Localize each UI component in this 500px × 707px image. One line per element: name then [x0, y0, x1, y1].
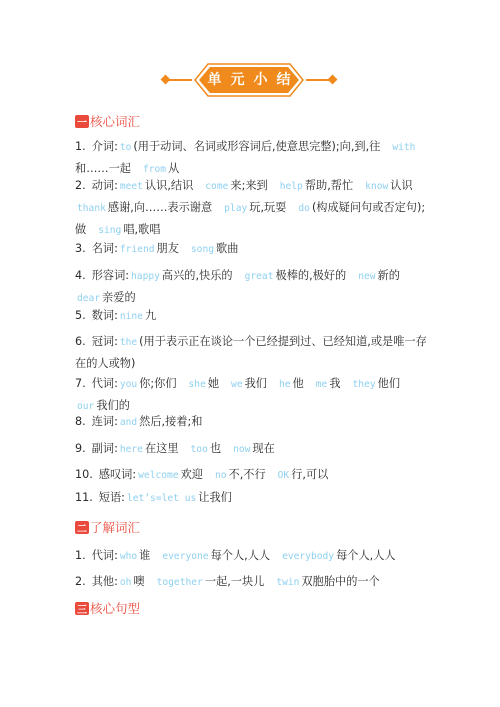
english-word: with [392, 142, 416, 153]
title-left-dot-icon [161, 75, 171, 85]
english-word: no [214, 470, 227, 481]
section-number: 二 [75, 521, 89, 534]
english-word: he [279, 379, 291, 390]
chinese-meaning: 九 [144, 309, 157, 322]
chinese-meaning: 每个人,人人 [336, 549, 396, 562]
item-number: 1. [75, 140, 86, 153]
item-label: 代词: [91, 377, 118, 390]
english-word: meet [119, 181, 143, 192]
chinese-meaning: 你;你们 [139, 377, 177, 390]
item-label: 名词: [91, 242, 118, 255]
item-label: 介词: [91, 140, 118, 153]
chinese-meaning: 认识 [390, 179, 413, 192]
english-word: she [188, 379, 206, 390]
item-number: 5. [75, 309, 86, 322]
english-word: now [233, 444, 251, 455]
item-label: 感叹词: [98, 468, 137, 481]
chinese-meaning: 和……一起 [75, 162, 131, 175]
chinese-meaning: 唱,歌唱 [123, 223, 161, 236]
english-word: happy [131, 271, 160, 282]
item-number: 4. [75, 269, 86, 282]
item-label: 动词: [91, 179, 118, 192]
chinese-meaning: 玩,玩耍 [249, 201, 287, 214]
item-label: 冠词: [91, 335, 118, 348]
title-right-dot-icon [328, 75, 338, 85]
english-word: who [119, 551, 138, 562]
chinese-meaning: 行,可以 [291, 468, 329, 481]
chinese-meaning: 不,不行 [228, 468, 266, 481]
chinese-meaning: 她 [207, 377, 220, 390]
chinese-meaning: 歌曲 [216, 242, 239, 255]
item-number: 7. [75, 377, 86, 390]
chinese-meaning: 让我们 [198, 491, 232, 504]
english-word: too [190, 444, 208, 455]
item-label: 形容词: [91, 269, 130, 282]
chinese-meaning: 双胞胎中的一个 [301, 575, 380, 588]
item-number: 1. [75, 549, 86, 562]
chinese-meaning: 欢迎 [180, 468, 203, 481]
chinese-meaning: 我们 [244, 377, 267, 390]
english-word: come [205, 181, 229, 192]
chinese-meaning: 从 [168, 162, 180, 175]
chinese-meaning: (构成疑问句或否定句);做 [75, 201, 426, 236]
english-word: to [119, 142, 132, 153]
chinese-meaning: 谁 [139, 549, 151, 562]
vocab-item [75, 487, 430, 509]
item-label: 连词: [91, 415, 118, 428]
vocab-item [75, 331, 430, 374]
section-title: 了解词汇 [90, 520, 141, 535]
title-badge [194, 63, 304, 97]
english-word: dear [77, 293, 101, 304]
vocab-item [75, 571, 430, 593]
item-label: 代词: [91, 549, 118, 562]
english-word: sing [98, 225, 122, 236]
chinese-meaning: 亲爱的 [102, 291, 136, 304]
english-word: oh [119, 577, 132, 588]
chinese-meaning: 帮助,帮忙 [304, 179, 354, 192]
chinese-meaning: 也 [209, 442, 222, 455]
english-word: we [231, 379, 243, 390]
chinese-meaning: 认识,结识 [144, 179, 194, 192]
vocab-item [75, 265, 430, 309]
item-label: 数词: [91, 309, 118, 322]
english-word: the [119, 337, 138, 348]
chinese-meaning: 我们的 [96, 399, 130, 412]
english-word: here [119, 444, 143, 455]
english-word: song [190, 244, 214, 255]
chinese-meaning: 在这里 [144, 442, 179, 455]
chinese-meaning: 新的 [377, 269, 400, 282]
vocab-item [75, 464, 430, 486]
english-word: from [142, 164, 167, 175]
chinese-meaning: 他 [292, 377, 304, 390]
chinese-meaning: 感谢,向……表示谢意 [107, 201, 213, 214]
item-label: 短语: [98, 491, 125, 504]
vocab-item [75, 238, 430, 260]
english-word: our [77, 401, 95, 412]
item-label: 副词: [91, 442, 118, 455]
english-word: know [365, 181, 389, 192]
item-number: 10. [75, 468, 93, 481]
chinese-meaning: 每个人,人人 [210, 549, 271, 562]
item-number: 2. [75, 179, 86, 192]
english-word: me [315, 379, 328, 390]
item-number: 11. [75, 491, 93, 504]
page-title: 单元小结 [207, 72, 300, 88]
chinese-meaning: 然后,接着;和 [139, 415, 203, 428]
item-number: 9. [75, 442, 86, 455]
title-banner [160, 63, 338, 97]
chinese-meaning: 高兴的,快乐的 [161, 269, 233, 282]
section-title: 核心词汇 [90, 114, 141, 129]
vocab-item [75, 411, 430, 433]
chinese-meaning: 他们 [377, 377, 401, 390]
chinese-meaning: 一起,一块儿 [204, 575, 265, 588]
english-word: do [298, 203, 310, 214]
english-word: thank [77, 203, 106, 214]
english-word: they [352, 379, 376, 390]
item-label: 其他: [91, 575, 118, 588]
english-word: together [156, 577, 203, 588]
section-header-core-sentences [75, 599, 140, 617]
english-word: and [119, 417, 138, 428]
english-word: let’s=let us [126, 493, 197, 504]
chinese-meaning: 我 [329, 377, 341, 390]
section-number: 一 [75, 115, 89, 128]
chinese-meaning: 极棒的,极好的 [275, 269, 347, 282]
english-word: great [244, 271, 274, 282]
vocab-item [75, 438, 430, 460]
english-word: everybody [282, 551, 335, 562]
section-number: 三 [75, 602, 89, 615]
vocab-item [75, 175, 430, 241]
english-word: welcome [138, 470, 179, 481]
chinese-meaning: 噢 [133, 575, 145, 588]
english-word: nine [119, 311, 143, 322]
item-number: 2. [75, 575, 86, 588]
vocab-item [75, 136, 430, 180]
section-header-core-vocab [75, 112, 140, 130]
english-word: you [119, 379, 138, 390]
chinese-meaning: (用于表示正在谈论一个已经提到过、已经知道,或是唯一存在的人或物) [75, 335, 427, 370]
english-word: friend [119, 244, 155, 255]
chinese-meaning: 现在 [252, 442, 275, 455]
vocab-item [75, 545, 430, 567]
english-word: help [279, 181, 303, 192]
item-number: 6. [75, 335, 86, 348]
section-header-extra-vocab [75, 518, 140, 536]
chinese-meaning: (用于动词、名词或形容词后,使意思完整);向,到,往 [133, 140, 381, 153]
item-number: 8. [75, 415, 86, 428]
vocab-item [75, 305, 430, 327]
english-word: new [358, 271, 376, 282]
chinese-meaning: 来;来到 [230, 179, 268, 192]
english-word: everyone [162, 551, 209, 562]
chinese-meaning: 朋友 [156, 242, 179, 255]
english-word: OK [277, 470, 290, 481]
english-word: twin [276, 577, 300, 588]
english-word: play [224, 203, 248, 214]
item-number: 3. [75, 242, 86, 255]
section-title: 核心句型 [90, 601, 141, 616]
